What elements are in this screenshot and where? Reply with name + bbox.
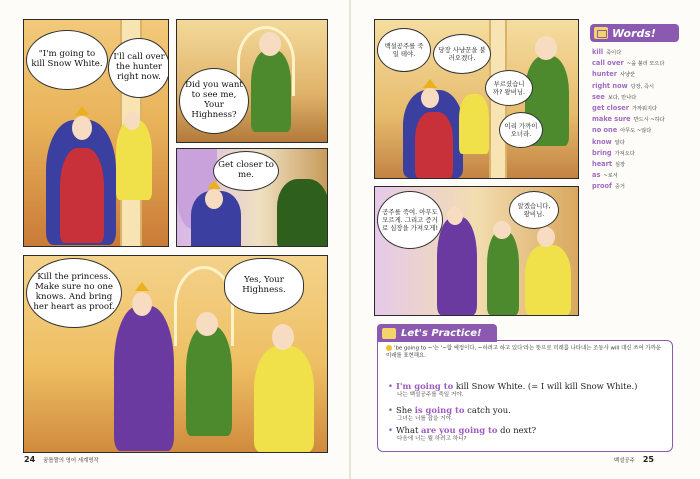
grammar-tip	[386, 345, 666, 361]
vocabulary-item	[592, 149, 680, 160]
snow-white-face	[272, 324, 294, 350]
example-translation: 다음에 너는 뭘 하려고 하니?	[397, 436, 467, 443]
comic-panel-4	[23, 255, 328, 453]
queen-face	[132, 292, 152, 316]
vocabulary-meaning: 사냥꾼	[619, 72, 636, 79]
vocabulary-meaning: 가져오다	[614, 150, 635, 157]
page-number: 25	[642, 455, 654, 464]
example-translation: 그녀는 너를 잡을 거야.	[397, 416, 453, 423]
hunter-face	[493, 221, 511, 239]
example-sentence	[388, 425, 668, 435]
hunter-back	[277, 179, 328, 247]
vocabulary-word: make sure	[592, 115, 631, 124]
vocabulary-item	[592, 171, 680, 182]
practice-header	[377, 324, 497, 342]
bullet-icon: •	[388, 381, 393, 391]
queen-crown	[135, 282, 149, 291]
speech-bubble: 알겠습니다, 왕비님.	[509, 191, 559, 229]
vocabulary-meaning: 심장	[615, 161, 626, 168]
queen-face	[447, 207, 463, 225]
highlighted-phrase: I'm going to	[395, 381, 454, 391]
queen-face	[421, 88, 439, 108]
book-title: 꿈틀짤의 영어 세계명작	[43, 457, 99, 464]
example-translation: 나는 백설공주를 죽일 거야.	[397, 392, 464, 399]
speech-bubble: "I'm going to kill Snow White.	[26, 30, 108, 90]
vocabulary-word: heart	[592, 159, 613, 168]
speech-bubble: Get closer to me.	[213, 151, 279, 191]
speech-bubble: 백설공주를 죽일 테야.	[377, 28, 431, 72]
servant-figure	[459, 94, 489, 154]
vocabulary-meaning: 보다, 만나다	[607, 94, 637, 101]
queen-figure	[437, 217, 477, 315]
vocabulary-meaning: 아무도 ~않다	[620, 128, 652, 135]
vocabulary-word: proof	[592, 182, 612, 191]
queen-face	[205, 189, 223, 209]
example-sentence	[388, 405, 668, 415]
servant-figure	[116, 120, 152, 200]
snow-white-figure	[254, 346, 314, 452]
vocabulary-word: see	[592, 92, 605, 101]
comic-panel-5	[374, 19, 579, 179]
hunter-figure	[487, 231, 519, 315]
vocabulary-box	[590, 24, 679, 196]
snow-white-face	[537, 227, 555, 247]
vocabulary-list	[592, 48, 680, 193]
hunter-figure	[251, 50, 291, 132]
vocabulary-meaning: ~을 불러 모으다	[626, 61, 665, 68]
vocabulary-word: kill	[592, 48, 604, 56]
right-footer	[614, 455, 654, 464]
hunter-face	[535, 36, 557, 60]
page-number: 24	[24, 455, 36, 464]
vocabulary-item	[592, 48, 680, 59]
queen-figure	[114, 306, 174, 451]
servant-face	[124, 112, 140, 130]
sentence-text: do next?	[497, 425, 537, 435]
snow-white-figure	[525, 245, 571, 315]
vocabulary-meaning: ~로서	[603, 173, 618, 180]
comic-panel-2	[176, 19, 328, 143]
vocabulary-item	[592, 138, 680, 149]
vocabulary-meaning: 가까워지다	[632, 105, 658, 112]
sentence-text: catch you.	[464, 405, 511, 415]
vocabulary-item	[592, 82, 680, 93]
comic-panel-3	[176, 148, 328, 247]
queen-crown	[423, 79, 437, 88]
vocabulary-item	[592, 70, 680, 81]
vocabulary-meaning: 반드시 ~하다	[633, 117, 665, 124]
vocabulary-item	[592, 182, 680, 193]
book-icon	[594, 27, 608, 39]
vocabulary-meaning: 죽이다	[606, 50, 622, 56]
hunter-face	[196, 312, 218, 336]
book-icon	[382, 328, 396, 339]
vocabulary-item	[592, 115, 680, 126]
sentence-text: kill Snow White. (= I will kill Snow White.)	[453, 381, 638, 391]
speech-bubble: 이리 가까이 오너라.	[499, 112, 543, 148]
vocabulary-meaning: 알다	[614, 139, 625, 146]
vocabulary-word: as	[592, 171, 601, 180]
vocabulary-word: no one	[592, 126, 618, 135]
bullet-icon: •	[388, 405, 393, 415]
speech-bubble: I'll call over the hunter right now.	[108, 38, 169, 98]
left-footer	[24, 455, 99, 464]
speech-bubble: Kill the princess. Make sure no one knows. And bring her heart as proof.	[26, 258, 122, 328]
comic-panel-6	[374, 186, 579, 316]
vocabulary-word: know	[592, 137, 612, 146]
queen-crown	[75, 106, 89, 115]
highlighted-phrase: is going to	[414, 405, 465, 415]
vocabulary-word: bring	[592, 148, 612, 157]
vocabulary-item	[592, 59, 680, 70]
vocabulary-word: right now	[592, 81, 628, 90]
hunter-face	[259, 32, 281, 56]
speech-bubble: 당장 사냥꾼을 불러오겠다.	[433, 34, 491, 74]
vocabulary-meaning: 증거	[614, 184, 625, 191]
example-item	[388, 405, 668, 423]
queen-dress	[60, 148, 104, 243]
vocabulary-item	[592, 126, 680, 137]
example-item	[388, 425, 668, 443]
bullet-icon: •	[388, 425, 393, 435]
sentence-text: She	[395, 405, 415, 415]
example-item	[388, 381, 668, 399]
page-gutter	[349, 0, 351, 479]
speech-bubble: 공주를 죽여. 아무도 모르게. 그리고 증거로 심장을 가져오게!	[377, 191, 443, 249]
sentence-text: What	[395, 425, 421, 435]
lightbulb-icon	[386, 345, 392, 351]
book-title: 백설공주	[614, 457, 635, 464]
vocabulary-title: Words!	[612, 26, 656, 40]
comic-panel-1	[23, 19, 169, 247]
speech-bubble: Did you want to see me, Your Highness?	[179, 68, 249, 134]
vocabulary-item	[592, 160, 680, 171]
highlighted-phrase: are you going to	[420, 425, 498, 435]
hunter-figure	[186, 326, 232, 436]
grammar-tip-text: 'be going to ~'는 '~할 예정이다, ~하려고 하고 있다'라는 뜻으로 미래를 나타내는 조동사 will 대신 쓰여 가까운 미래를 표현해요.	[386, 345, 661, 360]
vocabulary-word: call over	[592, 59, 624, 68]
example-sentence	[388, 381, 668, 391]
vocabulary-meaning: 당장, 즉시	[630, 83, 655, 90]
speech-bubble: Yes, Your Highness.	[224, 258, 304, 314]
practice-box	[377, 324, 673, 452]
vocabulary-word: get closer	[592, 103, 629, 112]
practice-title: Let's Practice!	[401, 327, 482, 339]
vocabulary-word: hunter	[592, 70, 617, 79]
vocabulary-header	[590, 24, 679, 42]
practice-body	[377, 340, 673, 452]
speech-bubble: 부르셨습니까? 왕비님.	[485, 70, 533, 106]
queen-dress	[415, 112, 453, 178]
vocabulary-item	[592, 104, 680, 115]
vocabulary-item	[592, 93, 680, 104]
queen-face	[72, 116, 92, 140]
